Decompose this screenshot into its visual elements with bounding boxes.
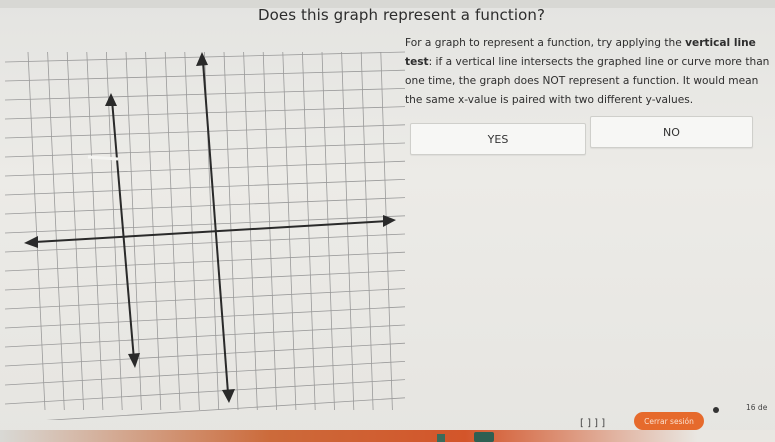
y-axis	[203, 62, 228, 393]
yes-button[interactable]: YES	[410, 123, 586, 155]
page-count: 16 de	[746, 403, 768, 412]
grid-line-horizontal	[5, 270, 405, 290]
grid-line-horizontal	[5, 234, 405, 252]
grid-line-vertical	[67, 52, 83, 410]
curve-bottom-arrow	[128, 353, 140, 368]
grid-line-vertical	[361, 52, 373, 410]
grid-line-vertical	[302, 52, 315, 410]
grid-line-vertical	[185, 52, 200, 410]
grid-line-horizontal	[5, 361, 405, 385]
logout-button[interactable]: Cerrar sesión	[634, 412, 704, 430]
grid-line-horizontal	[5, 343, 405, 366]
x-axis-left-arrow	[24, 236, 38, 248]
y-axis-bottom-arrow	[222, 389, 235, 403]
grid-line-horizontal	[5, 252, 405, 271]
curve-top-arrow	[105, 93, 117, 106]
taskbar-strip	[0, 430, 775, 442]
question-title: Does this graph represent a function?	[258, 6, 546, 24]
grid-line-vertical	[283, 52, 296, 410]
grid-line-horizontal	[5, 307, 405, 328]
grid-line-horizontal	[5, 179, 405, 195]
grid-line-horizontal	[5, 325, 405, 347]
grid-line-vertical	[263, 52, 276, 410]
grid-line-horizontal	[5, 125, 405, 138]
grid-line-horizontal	[5, 198, 405, 214]
grid-line-vertical	[381, 52, 393, 410]
grid-line-vertical	[146, 52, 161, 410]
grid-line-horizontal	[5, 161, 405, 176]
graph-canvas	[0, 40, 410, 420]
page-nav-buttons[interactable]: [ ] ] ]	[580, 418, 606, 429]
grid-line-horizontal	[5, 380, 405, 404]
graph-grid	[5, 52, 405, 420]
instructions-lead: For a graph to represent a function, try applying the	[405, 37, 686, 49]
taskbar-window-icon[interactable]	[474, 432, 494, 442]
y-axis-top-arrow	[196, 52, 208, 66]
grid-line-vertical	[342, 52, 354, 410]
taskbar-app-icon[interactable]	[437, 434, 445, 442]
instructions-term: vertical line test	[405, 37, 756, 68]
grid-line-horizontal	[5, 107, 405, 119]
no-button[interactable]: NO	[590, 116, 753, 148]
highlight-segment	[88, 157, 118, 159]
grid-line-vertical	[322, 52, 335, 410]
vertical-line-curve	[112, 100, 134, 360]
grid-line-vertical	[87, 52, 103, 410]
function-graph	[0, 40, 410, 420]
grid-line-horizontal	[5, 289, 405, 309]
status-dot-icon	[713, 407, 719, 413]
instructions-rest: : if a vertical line intersects the graphed line or curve more than one time, the graph does NOT represent a function. It would mean the same x-value is paired with two different y-values.	[405, 56, 770, 106]
instructions-text	[405, 34, 770, 110]
grid-line-vertical	[244, 52, 258, 410]
graph-axes	[24, 52, 396, 403]
